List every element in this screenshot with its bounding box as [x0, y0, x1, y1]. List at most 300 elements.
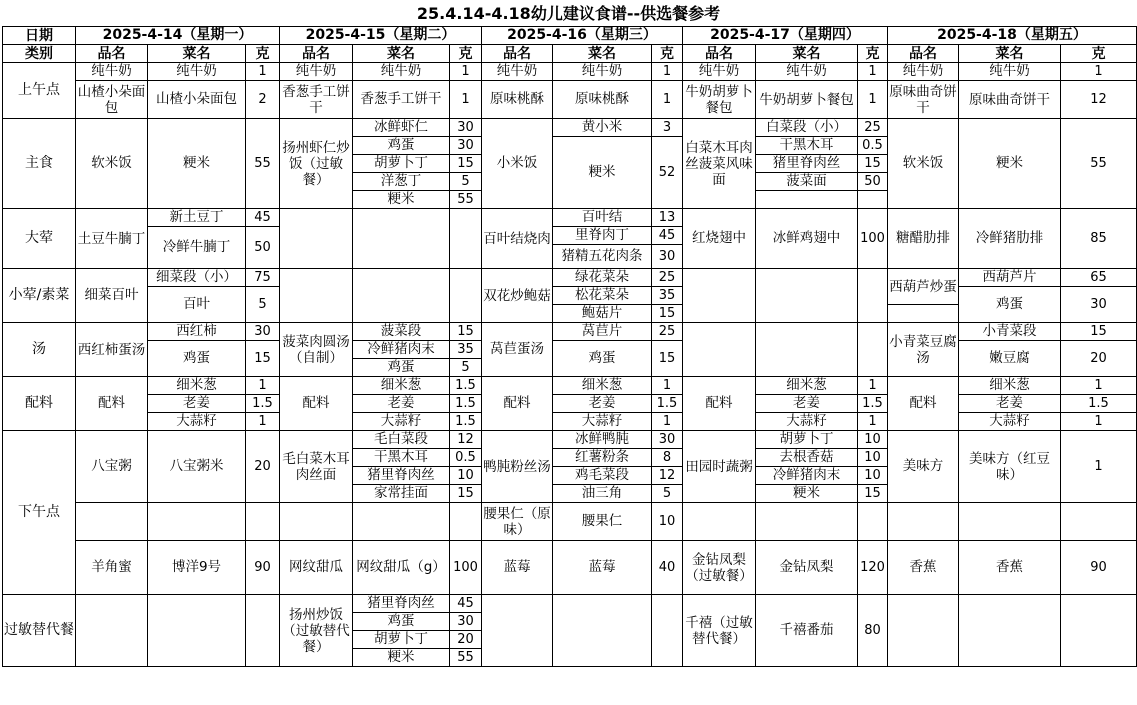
grams: 15 — [246, 341, 280, 377]
dish-name: 配料 — [482, 377, 553, 431]
dish-name: 小青菜豆腐汤 — [888, 323, 959, 377]
grams: 1.5 — [1061, 395, 1137, 413]
ingredient: 细米葱 — [353, 377, 450, 395]
ingredient: 冷鲜猪肋排 — [959, 209, 1061, 269]
ingredient — [756, 191, 858, 209]
dish-name: 糖醋肋排 — [888, 209, 959, 269]
grams: 5 — [450, 173, 482, 191]
grams: 15 — [450, 485, 482, 503]
ingredient — [756, 503, 858, 541]
ingredient — [353, 269, 450, 323]
ingredient: 猪里脊肉丝 — [353, 467, 450, 485]
dish-name: 腰果仁（原味） — [482, 503, 553, 541]
grams: 30 — [1061, 287, 1137, 323]
ingredient: 腰果仁 — [553, 503, 652, 541]
ingredient: 油三角 — [553, 485, 652, 503]
ingredient: 八宝粥米 — [148, 431, 246, 503]
ingredient: 松花菜朵 — [553, 287, 652, 305]
dish-name: 原味桃酥 — [482, 81, 553, 119]
dish-name: 原味曲奇饼干 — [888, 81, 959, 119]
dish-name: 配料 — [888, 377, 959, 431]
col-caiming: 菜名 — [353, 45, 450, 63]
grams: 1.5 — [450, 413, 482, 431]
ingredient: 粳米 — [553, 137, 652, 209]
ingredient: 金钻凤梨 — [756, 541, 858, 595]
ingredient: 原味曲奇饼干 — [959, 81, 1061, 119]
ingredient — [959, 595, 1061, 667]
grams: 13 — [652, 209, 683, 227]
grams — [858, 503, 888, 541]
day-header: 2025-4-17（星期四） — [683, 27, 888, 45]
ingredient: 细菜段（小） — [148, 269, 246, 287]
dish-name — [280, 209, 353, 269]
grams: 1.5 — [652, 395, 683, 413]
dish-name: 红烧翅中 — [683, 209, 756, 269]
grams — [450, 209, 482, 269]
table-row — [3, 63, 1137, 81]
grams: 100 — [450, 541, 482, 595]
ingredient: 纯牛奶 — [148, 63, 246, 81]
grams — [858, 269, 888, 323]
grams: 55 — [246, 119, 280, 209]
ingredient: 鸡蛋 — [353, 613, 450, 631]
dish-name — [280, 269, 353, 323]
ingredient: 干黑木耳 — [353, 449, 450, 467]
grams — [450, 269, 482, 323]
ingredient: 鸡毛菜段 — [553, 467, 652, 485]
ingredient: 西葫芦片 — [959, 269, 1061, 287]
grams: 0.5 — [450, 449, 482, 467]
grams: 5 — [246, 287, 280, 323]
grams: 30 — [450, 119, 482, 137]
grams: 1.5 — [450, 377, 482, 395]
ingredient: 纯牛奶 — [353, 63, 450, 81]
dish-name: 蓝莓 — [482, 541, 553, 595]
ingredient: 香葱手工饼干 — [353, 81, 450, 119]
grams: 100 — [858, 209, 888, 269]
ingredient: 鸡蛋 — [959, 287, 1061, 323]
ingredient — [148, 595, 246, 667]
dish-name: 扬州炒饭（过敏替代餐） — [280, 595, 353, 667]
ingredient: 老姜 — [553, 395, 652, 413]
col-pinming: 品名 — [482, 45, 553, 63]
grams: 30 — [246, 323, 280, 341]
ingredient: 老姜 — [353, 395, 450, 413]
dish-name: 配料 — [683, 377, 756, 431]
dish-name: 西葫芦炒蛋 — [888, 269, 959, 305]
col-ke: 克 — [450, 45, 482, 63]
grams: 1 — [1061, 413, 1137, 431]
dish-name: 毛白菜木耳肉丝面 — [280, 431, 353, 503]
grams: 20 — [1061, 341, 1137, 377]
ingredient: 新土豆丁 — [148, 209, 246, 227]
dish-name — [76, 503, 148, 541]
table-row — [3, 377, 1137, 395]
table-row — [3, 81, 1137, 119]
ingredient: 原味桃酥 — [553, 81, 652, 119]
ingredient — [353, 209, 450, 269]
grams: 1.5 — [450, 395, 482, 413]
column-header-row — [3, 45, 1137, 63]
category-afternoon: 下午点 — [3, 431, 76, 595]
grams: 12 — [652, 467, 683, 485]
category-allergy: 过敏替代餐 — [3, 595, 76, 667]
table-row — [3, 269, 1137, 287]
grams: 0.5 — [858, 137, 888, 155]
category-side: 配料 — [3, 377, 76, 431]
grams: 5 — [450, 359, 482, 377]
grams: 30 — [450, 137, 482, 155]
col-caiming: 菜名 — [959, 45, 1061, 63]
ingredient: 百叶 — [148, 287, 246, 323]
grams: 5 — [652, 485, 683, 503]
grams: 10 — [858, 431, 888, 449]
grams: 20 — [450, 631, 482, 649]
ingredient: 毛白菜段 — [353, 431, 450, 449]
ingredient — [553, 595, 652, 667]
dish-name: 千禧（过敏替代餐） — [683, 595, 756, 667]
ingredient: 小青菜段 — [959, 323, 1061, 341]
grams: 25 — [858, 119, 888, 137]
ingredient: 香蕉 — [959, 541, 1061, 595]
ingredient: 大蒜籽 — [756, 413, 858, 431]
grams: 10 — [652, 503, 683, 541]
grams: 90 — [1061, 541, 1137, 595]
grams: 1 — [246, 63, 280, 81]
ingredient: 嫩豆腐 — [959, 341, 1061, 377]
ingredient: 干黑木耳 — [756, 137, 858, 155]
ingredient: 菠菜面 — [756, 173, 858, 191]
ingredient: 里脊肉丁 — [553, 227, 652, 245]
grams: 90 — [246, 541, 280, 595]
ingredient: 蓝莓 — [553, 541, 652, 595]
grams: 120 — [858, 541, 888, 595]
dish-name — [683, 269, 756, 323]
ingredient: 粳米 — [148, 119, 246, 209]
ingredient: 胡萝卜丁 — [353, 155, 450, 173]
category-soup: 汤 — [3, 323, 76, 377]
ingredient: 洋葱丁 — [353, 173, 450, 191]
ingredient: 粳米 — [353, 191, 450, 209]
ingredient: 猪里脊肉丝 — [353, 595, 450, 613]
table-row — [3, 395, 1137, 413]
col-ke: 克 — [652, 45, 683, 63]
table-row — [3, 413, 1137, 431]
grams: 1 — [858, 413, 888, 431]
ingredient: 鲍菇片 — [553, 305, 652, 323]
grams — [858, 191, 888, 209]
dish-name: 小米饭 — [482, 119, 553, 209]
grams: 15 — [858, 155, 888, 173]
ingredient: 细米葱 — [553, 377, 652, 395]
grams: 12 — [450, 431, 482, 449]
col-pinming: 品名 — [76, 45, 148, 63]
dish-name — [683, 503, 756, 541]
grams: 50 — [858, 173, 888, 191]
dish-name: 美味方 — [888, 431, 959, 503]
dish-name: 配料 — [76, 377, 148, 431]
ingredient: 西红柿 — [148, 323, 246, 341]
dish-name: 白菜木耳肉丝菠菜风味面 — [683, 119, 756, 209]
grams — [246, 503, 280, 541]
dish-name: 扬州虾仁炒饭（过敏餐） — [280, 119, 353, 209]
grams: 15 — [450, 155, 482, 173]
grams: 1 — [450, 63, 482, 81]
ingredient: 鸡蛋 — [353, 137, 450, 155]
dish-name: 纯牛奶 — [482, 63, 553, 81]
ingredient: 去根香菇 — [756, 449, 858, 467]
grams: 80 — [858, 595, 888, 667]
dish-name: 山楂小朵面包 — [76, 81, 148, 119]
grams: 50 — [246, 227, 280, 269]
grams: 8 — [652, 449, 683, 467]
grams: 1 — [246, 413, 280, 431]
col-caiming: 菜名 — [148, 45, 246, 63]
grams: 12 — [1061, 81, 1137, 119]
dish-name: 纯牛奶 — [76, 63, 148, 81]
ingredient: 老姜 — [959, 395, 1061, 413]
ingredient: 冷鲜猪肉末 — [353, 341, 450, 359]
ingredient: 山楂小朵面包 — [148, 81, 246, 119]
ingredient: 老姜 — [756, 395, 858, 413]
grams: 1 — [1061, 63, 1137, 81]
dish-name: 香蕉 — [888, 541, 959, 595]
grams: 1 — [858, 81, 888, 119]
grams — [652, 595, 683, 667]
grams: 25 — [652, 323, 683, 341]
grams: 15 — [652, 305, 683, 323]
ingredient: 粳米 — [353, 649, 450, 667]
grams: 15 — [450, 323, 482, 341]
ingredient: 博洋9号 — [148, 541, 246, 595]
grams: 65 — [1061, 269, 1137, 287]
table-row — [3, 595, 1137, 613]
ingredient: 冷鲜猪肉末 — [756, 467, 858, 485]
grams: 1 — [652, 81, 683, 119]
grams: 3 — [652, 119, 683, 137]
ingredient: 百叶结 — [553, 209, 652, 227]
grams: 45 — [450, 595, 482, 613]
grams: 55 — [1061, 119, 1137, 209]
category-small: 小荤/素菜 — [3, 269, 76, 323]
date-label: 日期 — [3, 27, 76, 45]
grams: 1 — [652, 413, 683, 431]
grams: 35 — [652, 287, 683, 305]
dish-name: 菠菜肉圆汤（自制） — [280, 323, 353, 377]
grams: 30 — [450, 613, 482, 631]
grams: 1.5 — [858, 395, 888, 413]
dish-name: 八宝粥 — [76, 431, 148, 503]
ingredient: 千禧番茄 — [756, 595, 858, 667]
grams: 20 — [246, 431, 280, 503]
ingredient — [756, 269, 858, 323]
ingredient: 绿花菜朵 — [553, 269, 652, 287]
dish-name: 软米饭 — [76, 119, 148, 209]
table-row — [3, 541, 1137, 595]
table-row — [3, 503, 1137, 541]
grams: 15 — [858, 485, 888, 503]
table-row — [3, 341, 1137, 359]
category-meat: 大荤 — [3, 209, 76, 269]
ingredient — [756, 323, 858, 377]
dish-name: 牛奶胡萝卜餐包 — [683, 81, 756, 119]
dish-name: 网纹甜瓜 — [280, 541, 353, 595]
ingredient: 纯牛奶 — [756, 63, 858, 81]
grams: 1 — [652, 63, 683, 81]
grams: 45 — [652, 227, 683, 245]
dish-name: 莴苣蛋汤 — [482, 323, 553, 377]
table-row — [3, 323, 1137, 341]
grams: 85 — [1061, 209, 1137, 269]
ingredient: 菠菜段 — [353, 323, 450, 341]
grams: 1 — [450, 81, 482, 119]
dish-name: 纯牛奶 — [280, 63, 353, 81]
grams: 1 — [652, 377, 683, 395]
dish-name: 百叶结烧肉 — [482, 209, 553, 269]
col-ke: 克 — [1061, 45, 1137, 63]
col-caiming: 菜名 — [553, 45, 652, 63]
day-header: 2025-4-15（星期二） — [280, 27, 482, 45]
dish-name: 羊角蜜 — [76, 541, 148, 595]
grams — [858, 323, 888, 377]
grams: 15 — [652, 341, 683, 377]
ingredient: 网纹甜瓜（g） — [353, 541, 450, 595]
ingredient: 鸡蛋 — [353, 359, 450, 377]
grams: 1.5 — [246, 395, 280, 413]
table-row — [3, 287, 1137, 305]
grams — [1061, 503, 1137, 541]
col-pinming: 品名 — [888, 45, 959, 63]
grams: 35 — [450, 341, 482, 359]
grams: 52 — [652, 137, 683, 209]
col-caiming: 菜名 — [756, 45, 858, 63]
dish-name — [76, 595, 148, 667]
ingredient: 纯牛奶 — [553, 63, 652, 81]
dish-name — [888, 595, 959, 667]
grams — [450, 503, 482, 541]
ingredient: 鸡蛋 — [148, 341, 246, 377]
grams: 10 — [858, 449, 888, 467]
day-header: 2025-4-14（星期一） — [76, 27, 280, 45]
table-row — [3, 119, 1137, 137]
ingredient: 粳米 — [959, 119, 1061, 209]
ingredient: 细米葱 — [756, 377, 858, 395]
ingredient: 白菜段（小） — [756, 119, 858, 137]
ingredient: 黄小米 — [553, 119, 652, 137]
ingredient: 冰鲜鸭肫 — [553, 431, 652, 449]
ingredient: 冷鲜牛腩丁 — [148, 227, 246, 269]
page-title: 25.4.14-4.18幼儿建议食谱--供选餐参考 — [416, 4, 721, 23]
ingredient: 莴苣片 — [553, 323, 652, 341]
ingredient — [353, 503, 450, 541]
ingredient — [959, 503, 1061, 541]
menu-table — [2, 26, 1137, 667]
grams: 25 — [652, 269, 683, 287]
ingredient: 大蒜籽 — [959, 413, 1061, 431]
ingredient: 大蒜籽 — [553, 413, 652, 431]
dish-name: 双花炒鲍菇 — [482, 269, 553, 323]
category-label: 类别 — [3, 45, 76, 63]
category-morning: 上午点 — [3, 63, 76, 119]
dish-name — [280, 503, 353, 541]
ingredient: 大蒜籽 — [148, 413, 246, 431]
ingredient: 鸡蛋 — [553, 341, 652, 377]
dish-name — [888, 305, 959, 323]
dish-name: 田园时蔬粥 — [683, 431, 756, 503]
ingredient: 红薯粉条 — [553, 449, 652, 467]
dish-name: 细菜百叶 — [76, 269, 148, 323]
ingredient: 冰鲜虾仁 — [353, 119, 450, 137]
ingredient: 美味方（红豆味） — [959, 431, 1061, 503]
grams: 30 — [652, 245, 683, 269]
grams: 1 — [858, 377, 888, 395]
dish-name: 香葱手工饼干 — [280, 81, 353, 119]
col-ke: 克 — [858, 45, 888, 63]
dish-name: 软米饭 — [888, 119, 959, 209]
grams: 15 — [1061, 323, 1137, 341]
dish-name — [888, 503, 959, 541]
col-pinming: 品名 — [683, 45, 756, 63]
grams — [246, 595, 280, 667]
ingredient: 牛奶胡萝卜餐包 — [756, 81, 858, 119]
category-main: 主食 — [3, 119, 76, 209]
grams: 1 — [858, 63, 888, 81]
grams: 1 — [246, 377, 280, 395]
grams: 40 — [652, 541, 683, 595]
grams — [1061, 595, 1137, 667]
ingredient: 细米葱 — [148, 377, 246, 395]
table-row — [3, 209, 1137, 227]
dish-name: 土豆牛腩丁 — [76, 209, 148, 269]
ingredient: 猪精五花肉条 — [553, 245, 652, 269]
ingredient: 猪里脊肉丝 — [756, 155, 858, 173]
ingredient: 家常挂面 — [353, 485, 450, 503]
ingredient: 胡萝卜丁 — [756, 431, 858, 449]
ingredient: 老姜 — [148, 395, 246, 413]
grams: 55 — [450, 191, 482, 209]
dish-name: 纯牛奶 — [888, 63, 959, 81]
day-header: 2025-4-16（星期三） — [482, 27, 683, 45]
ingredient: 细米葱 — [959, 377, 1061, 395]
grams: 55 — [450, 649, 482, 667]
ingredient — [148, 503, 246, 541]
dish-name: 纯牛奶 — [683, 63, 756, 81]
grams: 2 — [246, 81, 280, 119]
grams: 10 — [450, 467, 482, 485]
grams: 45 — [246, 209, 280, 227]
grams: 75 — [246, 269, 280, 287]
col-pinming: 品名 — [280, 45, 353, 63]
dish-name: 金钻凤梨（过敏餐） — [683, 541, 756, 595]
ingredient: 粳米 — [756, 485, 858, 503]
table-row — [3, 431, 1137, 449]
grams: 10 — [858, 467, 888, 485]
dish-name — [482, 595, 553, 667]
dish-name — [683, 323, 756, 377]
grams: 1 — [1061, 377, 1137, 395]
date-row — [3, 27, 1137, 45]
dish-name: 西红柿蛋汤 — [76, 323, 148, 377]
col-ke: 克 — [246, 45, 280, 63]
ingredient: 胡萝卜丁 — [353, 631, 450, 649]
ingredient: 大蒜籽 — [353, 413, 450, 431]
ingredient: 纯牛奶 — [959, 63, 1061, 81]
grams: 1 — [1061, 431, 1137, 503]
grams: 30 — [652, 431, 683, 449]
dish-name: 鸭肫粉丝汤 — [482, 431, 553, 503]
ingredient: 冰鲜鸡翅中 — [756, 209, 858, 269]
dish-name: 配料 — [280, 377, 353, 431]
